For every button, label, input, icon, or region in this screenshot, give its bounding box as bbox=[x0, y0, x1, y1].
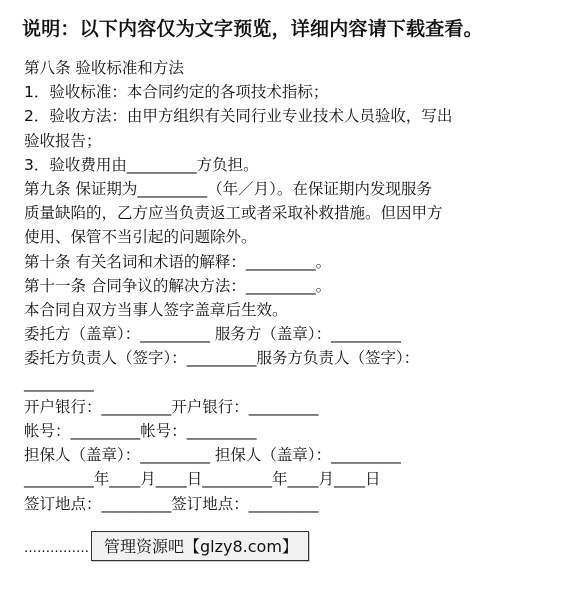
site-badge-link[interactable]: 管理资源吧【glzy8.com】 bbox=[91, 531, 309, 561]
date-line: _________年____月____日_________年____月____日 bbox=[24, 470, 381, 489]
signatory-line: 委托方负责人（签字）：_________服务方负责人（签字）： bbox=[24, 349, 420, 368]
acceptance-method-cont: 验收报告； bbox=[24, 131, 102, 150]
footer bbox=[24, 531, 309, 561]
article-8-heading: 第八条 验收标准和方法 bbox=[24, 59, 184, 77]
signing-place-line: 签订地点：_________签订地点：_________ bbox=[24, 494, 319, 513]
article-9-warranty: 第九条 保证期为_________（年／月）。在保证期内发现服务 bbox=[24, 180, 432, 199]
effective-clause: 本合同自双方当事人签字盖章后生效。 bbox=[24, 301, 288, 320]
guarantor-line: 担保人（盖章）：_________ 担保人（盖章）：_________ bbox=[24, 446, 401, 465]
article-9-warranty-cont-2: 使用、保管不当引起的问题除外。 bbox=[24, 228, 257, 247]
article-11-disputes: 第十一条 合同争议的解决方法：_________。 bbox=[24, 276, 332, 295]
bank-line: 开户银行：_________开户银行：_________ bbox=[24, 397, 319, 416]
preview-notice: 说明：以下内容仅为文字预览，详细内容请下载查看。 bbox=[22, 18, 483, 40]
account-line: 帐号：_________帐号：_________ bbox=[24, 422, 257, 441]
article-10-terms: 第十条 有关名词和术语的解释：_________。 bbox=[24, 252, 332, 271]
acceptance-standard: 1．验收标准：本合同约定的各项技术指标； bbox=[24, 83, 329, 102]
article-9-warranty-cont-1: 质量缺陷的，乙方应当负责返工或者采取补救措施。但因甲方 bbox=[24, 204, 443, 223]
acceptance-fee: 3．验收费用由_________方负担。 bbox=[24, 155, 259, 174]
contract-text bbox=[24, 56, 564, 516]
acceptance-method: 2．验收方法：由甲方组织有关同行业专业技术人员验收，写出 bbox=[24, 107, 453, 126]
ellipsis-dots: …………… bbox=[24, 540, 89, 556]
signatory-line-cont: _________ bbox=[24, 373, 94, 392]
seal-line: 委托方（盖章）：_________ 服务方（盖章）：_________ bbox=[24, 325, 401, 344]
